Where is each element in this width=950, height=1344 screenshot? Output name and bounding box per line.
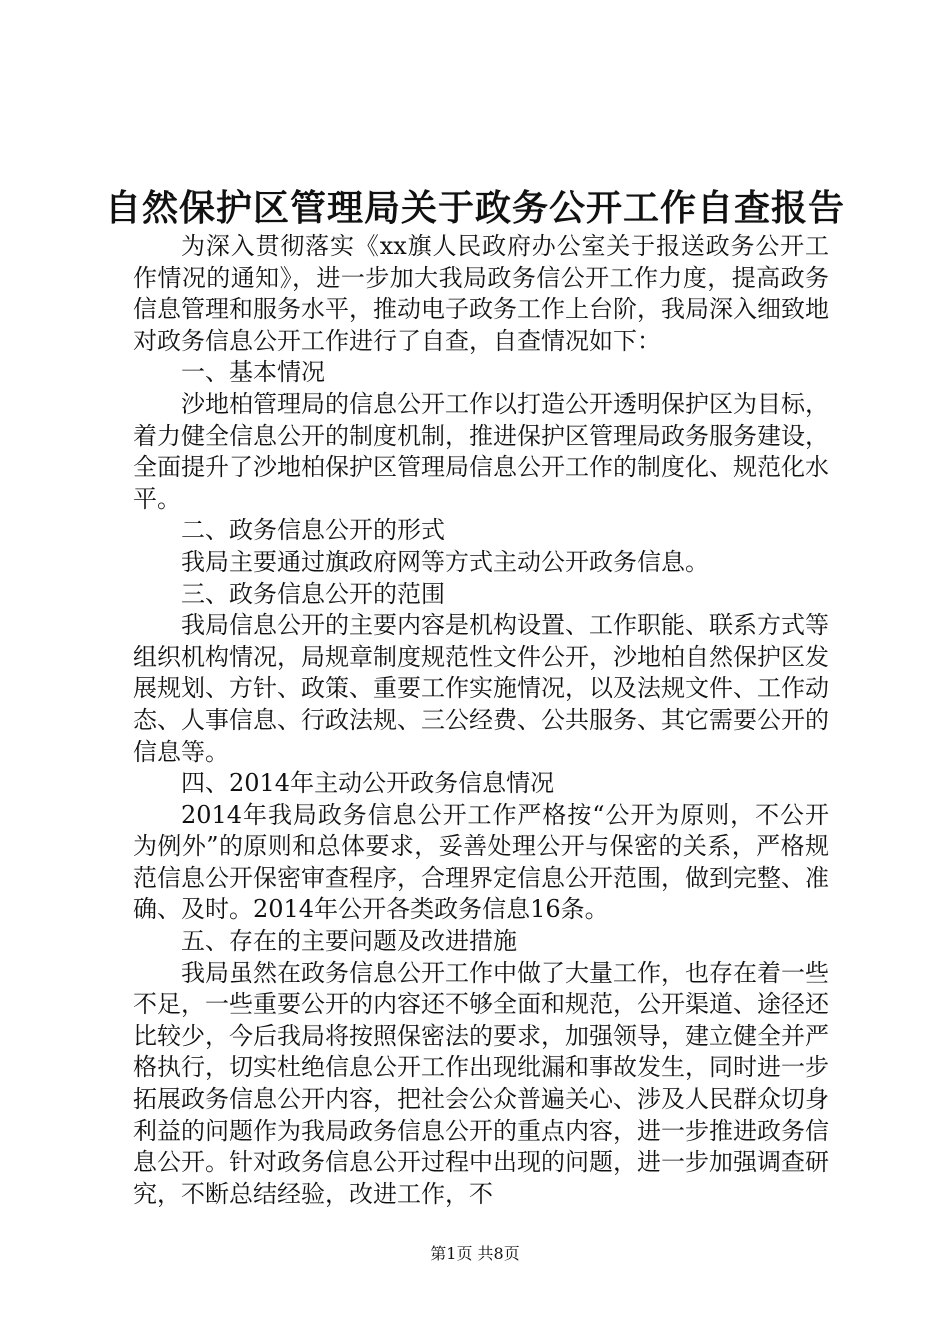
section-heading-2014: 四、2014年主动公开政务信息情况 bbox=[181, 769, 555, 798]
section-heading-basic: 一、基本情况 bbox=[181, 358, 325, 387]
section-paragraph-form: 我局主要通过旗政府网等方式主动公开政务信息。 bbox=[181, 547, 709, 576]
page-number-footer: 第1页 共8页 bbox=[430, 1244, 520, 1263]
document-body bbox=[133, 231, 829, 1210]
section-paragraph-basic: 沙地柏管理局的信息公开工作以打造公开透明保护区为目标，着力健全信息公开的制度机制，推进保护区管理局政务服务建设，全面提升了沙地柏保护区管理局信息公开工作的制度化、规范化水平。 bbox=[133, 389, 829, 513]
document-title: 自然保护区管理局关于政务公开工作自查报告 bbox=[104, 187, 845, 229]
section-paragraph-issues: 我局虽然在政务信息公开工作中做了大量工作，也存在着一些不足，一些重要公开的内容还不够全面和规范，公开渠道、途径还比较少，今后我局将按照保密法的要求，加强领导，建立健全并严格执行，切实杜绝信息公开工作出现纰漏和事故发生，同时进一步拓展政务信息公开内容，把社会公众普遍关心、涉及人民群众切身利益的问题作为我局政务信息公开的重点内容，进一步推进政务信息公开。针对政务信息公开过程中出现的问题，进一步加强调查研究，不断总结经验，改进工作，不 bbox=[133, 958, 829, 1208]
intro-paragraph: 为深入贯彻落实《xx旗人民政府办公室关于报送政务公开工作情况的通知》，进一步加大我局政务信公开工作力度，提高政务信息管理和服务水平，推动电子政务工作上台阶，我局深入细致地对政务信息公开工作进行了自查，自查情况如下： bbox=[133, 232, 829, 355]
section-paragraph-scope: 我局信息公开的主要内容是机构设置、工作职能、联系方式等组织机构情况，局规章制度规范性文件公开，沙地柏自然保护区发展规划、方针、政策、重要工作实施情况，以及法规文件、工作动态、人事信息、行政法规、三公经费、公共服务、其它需要公开的信息等。 bbox=[133, 611, 829, 766]
section-heading-form: 二、政务信息公开的形式 bbox=[181, 516, 445, 545]
section-paragraph-2014: 2014年我局政务信息公开工作严格按“公开为原则，不公开为例外”的原则和总体要求，妥善处理公开与保密的关系，严格规范信息公开保密审查程序，合理界定信息公开范围，做到完整、准确、及时。2014年公开各类政务信息16条。 bbox=[133, 800, 829, 924]
section-heading-issues: 五、存在的主要问题及改进措施 bbox=[181, 927, 517, 956]
section-heading-scope: 三、政务信息公开的范围 bbox=[181, 579, 445, 608]
